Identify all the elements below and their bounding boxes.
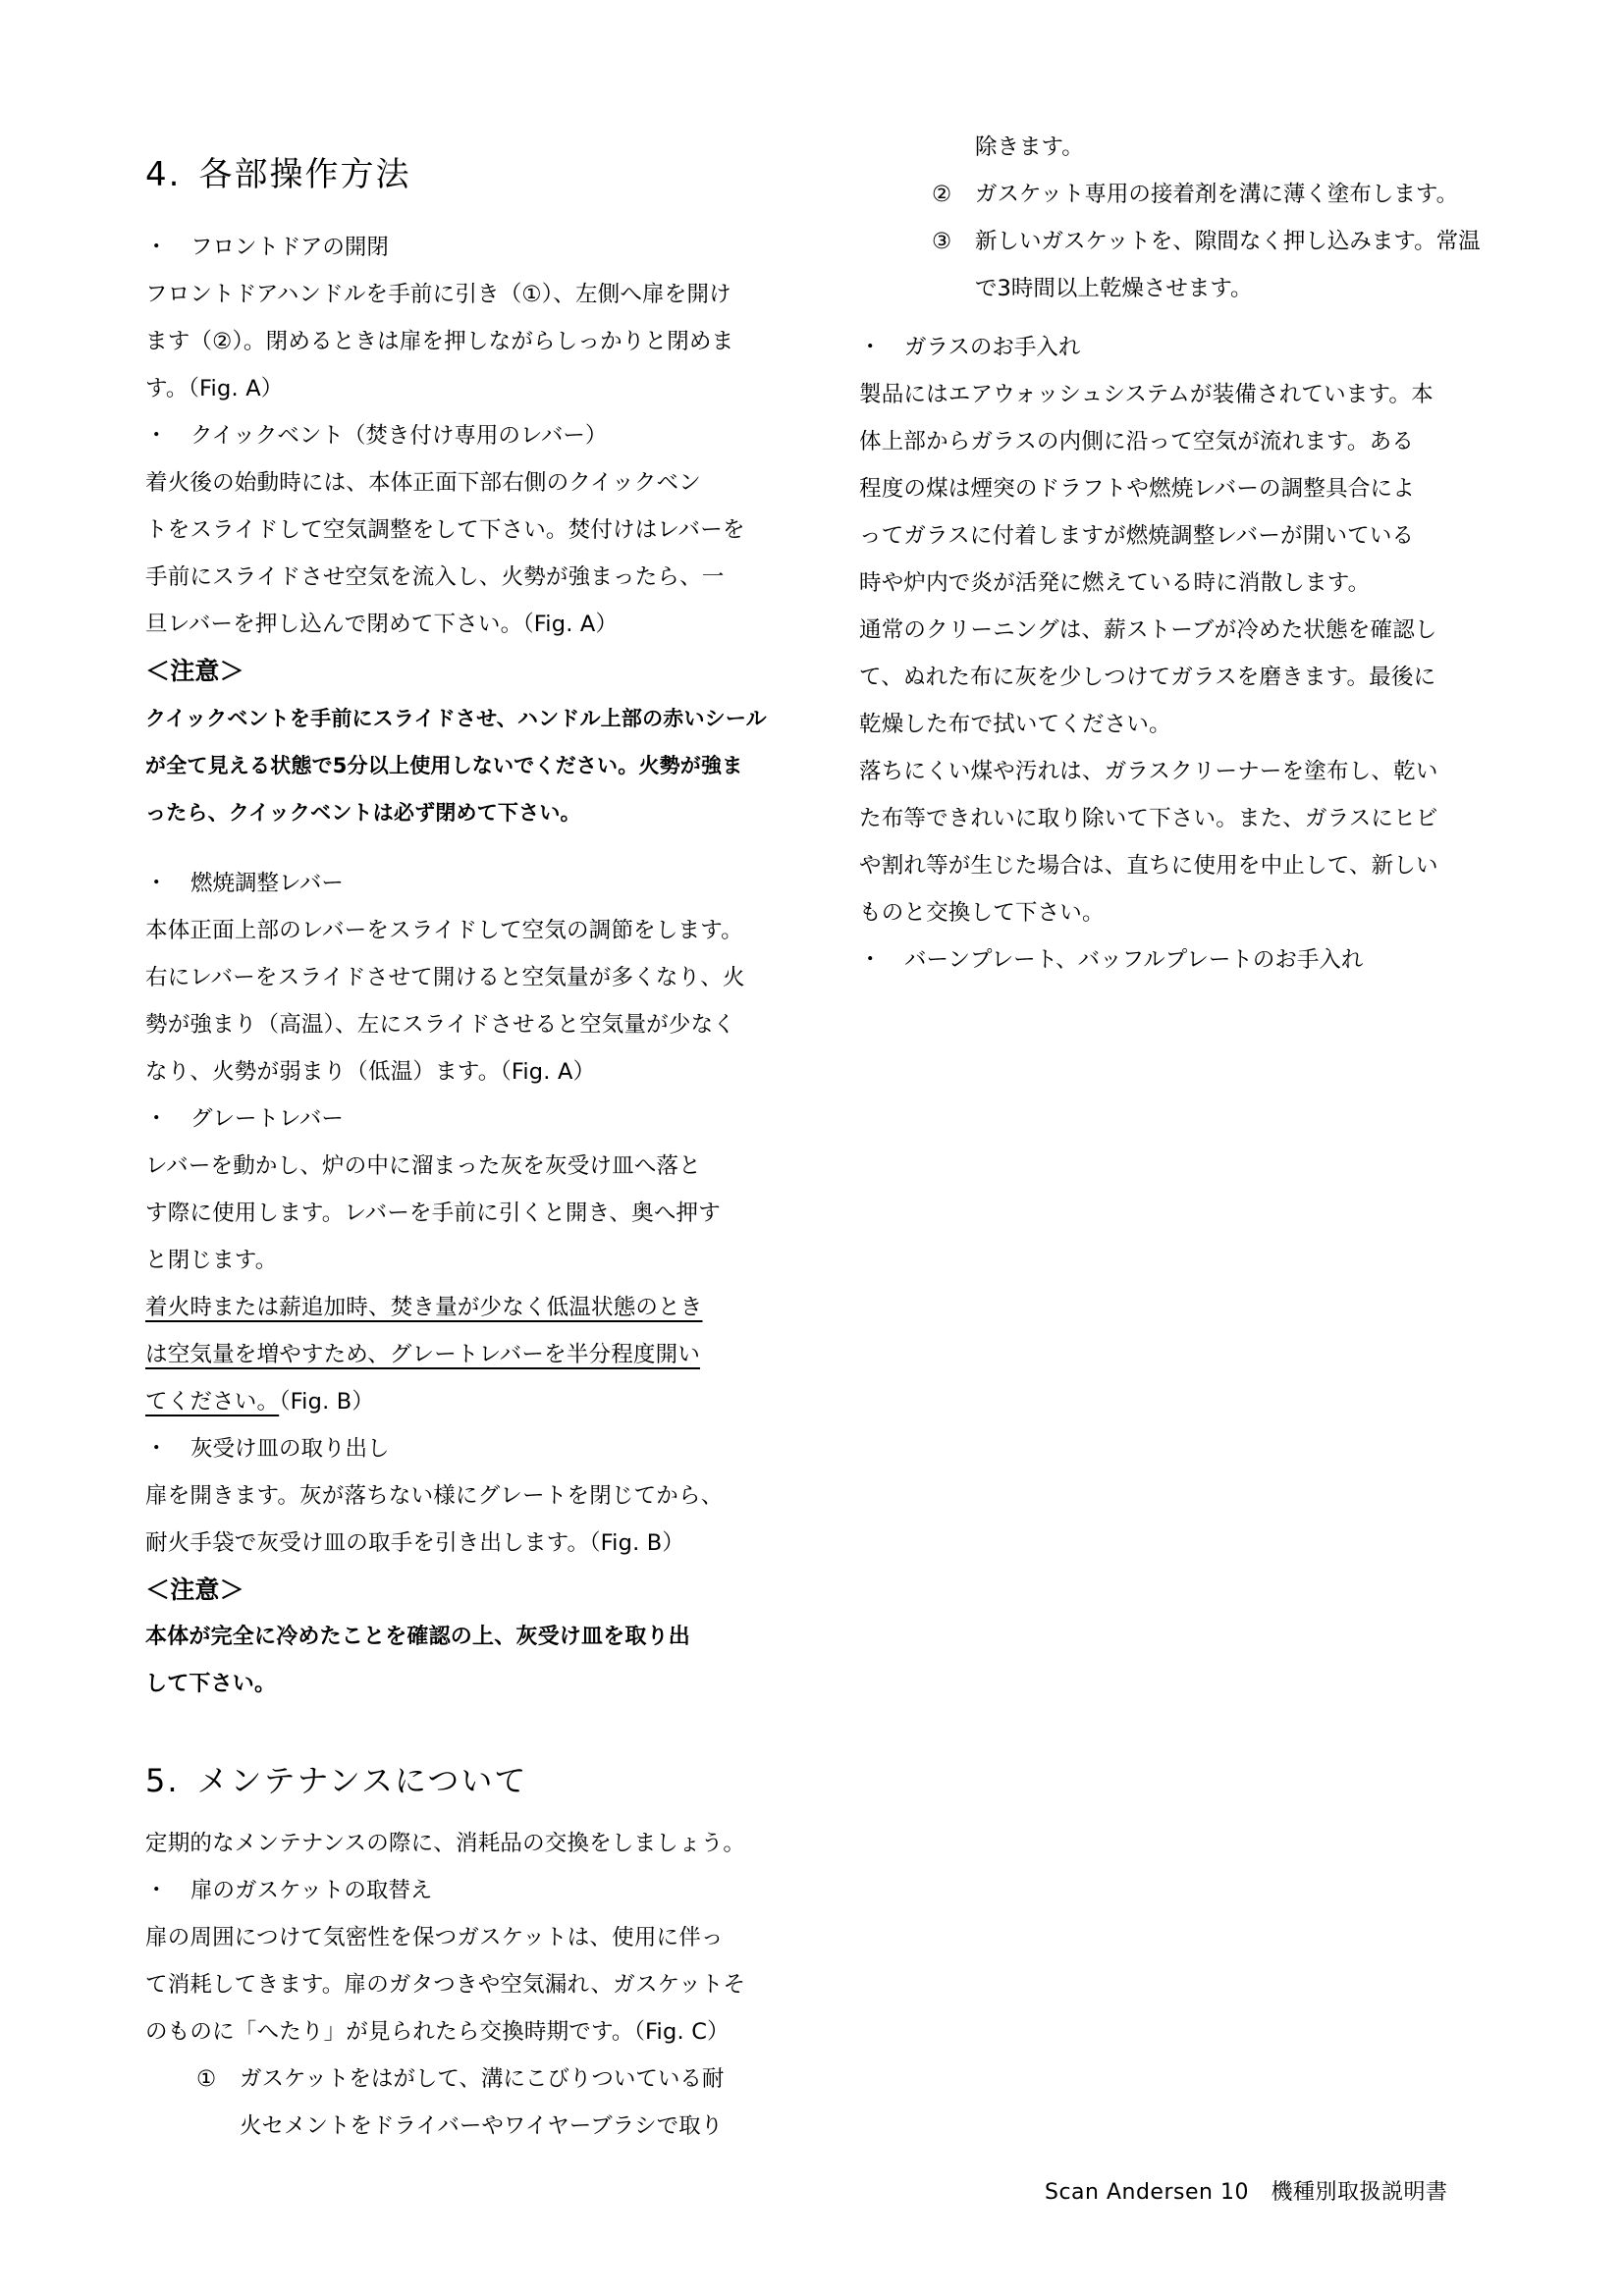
item-title: 燃焼調整レバー bbox=[190, 871, 344, 896]
item-title: グレートレバー bbox=[190, 1106, 344, 1132]
text-line: フロントドアハンドルを手前に引き（①）、左側へ扉を開け bbox=[145, 282, 731, 307]
gasket-steps-continued bbox=[859, 124, 1546, 312]
glass-care-block bbox=[859, 324, 1546, 936]
caution-line: ったら、クイックベントは必ず閉めて下さい。 bbox=[145, 801, 581, 825]
underlined-line: は空気量を増やすため、グレートレバーを半分程度開い bbox=[145, 1342, 701, 1367]
ash-pan-block bbox=[145, 1425, 833, 1708]
bullet: ・ bbox=[859, 335, 882, 360]
step-text: 除きます。 bbox=[975, 134, 1084, 160]
page-footer: Scan Andersen 10 機種別取扱説明書 bbox=[1045, 2180, 1448, 2205]
item-title: 灰受け皿の取り出し bbox=[190, 1436, 390, 1462]
text-line: や割れ等が生じた場合は、直ちに使用を中止して、新しい bbox=[859, 853, 1438, 879]
bullet: ・ bbox=[145, 871, 168, 896]
underlined-line: 着火時または薪追加時、焚き量が少なく低温状態のとき bbox=[145, 1295, 703, 1320]
step-text: ガスケットをはがして、溝にこびりついている耐 bbox=[240, 2066, 725, 2092]
bullet: ・ bbox=[145, 235, 168, 260]
bullet: ・ bbox=[859, 947, 882, 973]
section-title: メンテナンスについて bbox=[196, 1762, 528, 1799]
text-line: 落ちにくい煤や汚れは、ガラスクリーナーを塗布し、乾い bbox=[859, 759, 1438, 784]
text-line: 本体正面上部のレバーをスライドして空気の調節をします。 bbox=[145, 918, 743, 943]
text-line: ます（②）。閉めるときは扉を押しながらしっかりと閉めま bbox=[145, 329, 734, 354]
text-line: トをスライドして空気調整をして下さい。焚付けはレバーを bbox=[145, 517, 745, 543]
combustion-lever-block bbox=[145, 860, 833, 1095]
text-line: 着火後の始動時には、本体正面下部右側のクイックベン bbox=[145, 470, 701, 496]
bullet: ・ bbox=[145, 1878, 168, 1903]
text-line: 通常のクリーニングは、薪ストーブが冷めた状態を確認し bbox=[859, 617, 1437, 643]
caution-line: 本体が完全に冷めたことを確認の上、灰受け皿を取り出 bbox=[145, 1625, 691, 1649]
item-title: クイックベント（焚き付け専用のレバー） bbox=[190, 423, 608, 449]
text-line: 勢が強まり（高温）、左にスライドさせると空気量が少なく bbox=[145, 1012, 735, 1038]
bullet: ・ bbox=[145, 1436, 168, 1462]
text-line: なり、火勢が弱まり（低温）ます。（Fig. A） bbox=[145, 1059, 596, 1085]
text-line: 手前にスライドさせ空気を流入し、火勢が強まったら、一 bbox=[145, 564, 725, 590]
section-5-heading bbox=[145, 1753, 833, 1808]
caution-label: ＜注意＞ bbox=[145, 1575, 244, 1604]
step-text: ガスケット専用の接着剤を溝に薄く塗布します。 bbox=[975, 182, 1459, 207]
text-line: のものに「へたり」が見られたら交換時期です。（Fig. C） bbox=[145, 2019, 730, 2045]
caution-line: クイックベントを手前にスライドさせ、ハンドル上部の赤いシール bbox=[145, 707, 767, 730]
step-number: ① bbox=[196, 2066, 217, 2092]
text-line: 程度の煤は煙突のドラフトや燃焼レバーの調整具合によ bbox=[859, 476, 1415, 502]
step-number: ③ bbox=[932, 229, 952, 254]
text-line: 耐火手袋で灰受け皿の取手を引き出します。（Fig. B） bbox=[145, 1530, 685, 1556]
text-line: 時や炉内で炎が活発に燃えている時に消散します。 bbox=[859, 570, 1371, 596]
grate-lever-block bbox=[145, 1095, 833, 1425]
text-line: レバーを動かし、炉の中に溜まった灰を灰受け皿へ落と bbox=[145, 1153, 701, 1179]
section-number: 5. bbox=[145, 1762, 180, 1799]
section-number: 4. bbox=[145, 155, 182, 194]
caution-line: して下さい。 bbox=[145, 1672, 277, 1696]
text-line: ものと交換して下さい。 bbox=[859, 900, 1105, 926]
maintenance-intro: 定期的なメンテナンスの際に、消耗品の交換をしましょう。 bbox=[145, 1831, 746, 1856]
step-text: 火セメントをドライバーやワイヤーブラシで取り bbox=[240, 2113, 724, 2139]
text-line: た布等できれいに取り除いて下さい。また、ガラスにヒビ bbox=[859, 806, 1438, 831]
text-line: 乾燥した布で拭いてください。 bbox=[859, 712, 1171, 737]
quick-vent-block bbox=[145, 412, 833, 836]
text-line: 製品にはエアウォッシュシステムが装備されています。本 bbox=[859, 382, 1434, 407]
text-line: 扉の周囲につけて気密性を保つガスケットは、使用に伴っ bbox=[145, 1925, 724, 1950]
item-title: ガラスのお手入れ bbox=[904, 335, 1081, 360]
bullet: ・ bbox=[145, 1106, 168, 1132]
item-title: フロントドアの開閉 bbox=[190, 235, 389, 260]
maintenance-block bbox=[145, 1820, 833, 2150]
step-text: 新しいガスケットを、隙間なく押し込みます。常温 bbox=[975, 229, 1481, 254]
section-4-heading bbox=[145, 147, 833, 202]
caution-line: が全て見える状態で5分以上使用しないでください。火勢が強ま bbox=[145, 754, 743, 777]
item-title: 扉のガスケットの取替え bbox=[190, 1878, 433, 1903]
underlined-line: てください。 bbox=[145, 1389, 280, 1415]
front-door-block bbox=[145, 224, 833, 412]
step-number: ② bbox=[932, 182, 952, 207]
item-title: バーンプレート、バッフルプレートのお手入れ bbox=[904, 947, 1364, 973]
plate-care-block bbox=[859, 936, 1546, 984]
fig-reference: （Fig. B） bbox=[279, 1389, 375, 1415]
bullet: ・ bbox=[145, 423, 168, 449]
text-line: と閉じます。 bbox=[145, 1248, 278, 1273]
text-line: 扉を開きます。灰が落ちない様にグレートを閉じてから、 bbox=[145, 1483, 724, 1509]
text-line: て、ぬれた布に灰を少しつけてガラスを磨きます。最後に bbox=[859, 665, 1436, 690]
caution-label: ＜注意＞ bbox=[145, 657, 244, 685]
text-line: 体上部からガラスの内側に沿って空気が流れます。ある bbox=[859, 429, 1415, 454]
text-line: ってガラスに付着しますが燃焼調整レバーが開いている bbox=[859, 523, 1415, 549]
text-line: 旦レバーを押し込んで閉めて下さい。（Fig. A） bbox=[145, 612, 619, 637]
text-line: す。（Fig. A） bbox=[145, 376, 284, 401]
text-line: 右にレバーをスライドさせて開けると空気量が多くなり、火 bbox=[145, 965, 745, 990]
step-text: で3時間以上乾燥させます。 bbox=[975, 276, 1253, 301]
text-line: す際に使用します。レバーを手前に引くと開き、奥へ押す bbox=[145, 1201, 721, 1226]
text-line: て消耗してきます。扉のガタつきや空気漏れ、ガスケットそ bbox=[145, 1972, 746, 1998]
section-title: 各部操作方法 bbox=[198, 155, 411, 194]
